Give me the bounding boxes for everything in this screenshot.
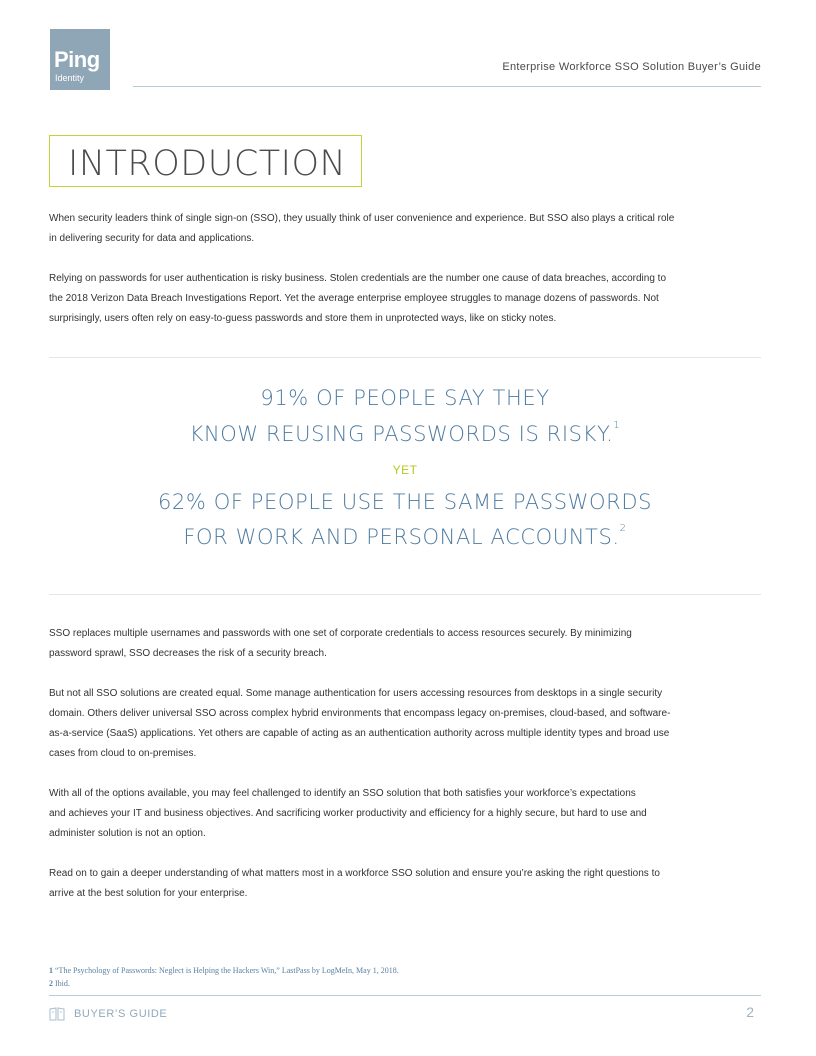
section-title: INTRODUCTION bbox=[68, 144, 347, 184]
footer-label: BUYER’S GUIDE bbox=[74, 1008, 168, 1020]
intro-paragraph-1 bbox=[49, 209, 719, 249]
footer-divider bbox=[49, 995, 761, 996]
text-line: and achieves your IT and business objectives. And sacrificing worker productivity and efficiency for a highly secure, but hard to use and bbox=[49, 808, 647, 819]
body-paragraph-1 bbox=[49, 624, 719, 664]
footnote-number: 1 bbox=[49, 966, 53, 975]
footnotes bbox=[49, 964, 399, 990]
footnote-1 bbox=[49, 964, 399, 977]
text-line: the 2018 Verizon Data Breach Investigations Report. Yet the average enterprise employee struggles to manage dozens of passwords. Not bbox=[49, 293, 659, 304]
callout-line-4-text: FOR WORK AND PERSONAL ACCOUNTS. bbox=[183, 525, 620, 549]
text-line: With all of the options available, you may feel challenged to identify an SSO solution that both satisfies your workforce’s expectations bbox=[49, 788, 636, 799]
text-line: arrive at the best solution for your enterprise. bbox=[49, 888, 248, 899]
text-line: in delivering security for data and applications. bbox=[49, 233, 255, 244]
text-line: cases from cloud to on-premises. bbox=[49, 748, 197, 759]
callout-connector: YET bbox=[392, 463, 418, 477]
book-icon bbox=[49, 1007, 65, 1021]
callout-line-2 bbox=[49, 422, 761, 446]
footnote-ref-1: 1 bbox=[613, 420, 621, 431]
logo-subtext: Identity bbox=[55, 73, 85, 83]
logo-text: Ping bbox=[54, 47, 100, 72]
footnote-2 bbox=[49, 977, 399, 990]
footnote-ref-2: 2 bbox=[619, 523, 627, 534]
callout-line-4 bbox=[49, 525, 761, 549]
body-paragraph-3 bbox=[49, 784, 719, 844]
callout-line-3: 62% OF PEOPLE USE THE SAME PASSWORDS bbox=[157, 490, 653, 514]
text-line: surprisingly, users often rely on easy-to-guess passwords and store them in unprotected ways, like on sticky notes. bbox=[49, 313, 557, 324]
document-title: Enterprise Workforce SSO Solution Buyer’s Guide bbox=[502, 61, 761, 73]
body-paragraph-4 bbox=[49, 864, 719, 904]
text-line: Read on to gain a deeper understanding of what matters most in a workforce SSO solution and ensure you’re asking the right questions to bbox=[49, 868, 660, 879]
footnote-text: “The Psychology of Passwords: Neglect is Helping the Hackers Win,” LastPass by LogMeIn, May 1, 2018. bbox=[55, 966, 399, 975]
callout-line-1: 91% OF PEOPLE SAY THEY bbox=[260, 386, 550, 410]
text-line: When security leaders think of single sign-on (SSO), they usually think of user convenience and experience. But SSO also plays a critical role bbox=[49, 213, 675, 224]
text-line: password sprawl, SSO decreases the risk of a security breach. bbox=[49, 648, 327, 659]
text-line: But not all SSO solutions are created equal. Some manage authentication for users accessing resources from desktops in a single security bbox=[49, 688, 663, 699]
callout-bottom-divider bbox=[49, 594, 761, 595]
section-title-box bbox=[49, 135, 362, 187]
text-line: Relying on passwords for user authentication is risky business. Stolen credentials are the number one cause of data breaches, according to bbox=[49, 273, 667, 284]
page-number: 2 bbox=[746, 1004, 754, 1020]
header-divider bbox=[133, 86, 761, 87]
callout-line-2-text: KNOW REUSING PASSWORDS IS RISKY. bbox=[189, 422, 614, 446]
footnote-text: Ibid. bbox=[55, 979, 70, 988]
body-paragraph-2 bbox=[49, 684, 719, 764]
text-line: domain. Others deliver universal SSO across complex hybrid environments that encompass legacy on-premises, cloud-based, and software- bbox=[49, 708, 671, 719]
ping-identity-logo bbox=[50, 29, 110, 90]
callout-top-divider bbox=[49, 357, 761, 358]
text-line: administer solution is not an option. bbox=[49, 828, 206, 839]
footnote-number: 2 bbox=[49, 979, 53, 988]
text-line: as-a-service (SaaS) applications. Yet others are capable of acting as an authentication authority across multiple identity types and broad use bbox=[49, 728, 670, 739]
text-line: SSO replaces multiple usernames and passwords with one set of corporate credentials to access resources securely. By minimizing bbox=[49, 628, 632, 639]
intro-paragraph-2 bbox=[49, 269, 719, 329]
